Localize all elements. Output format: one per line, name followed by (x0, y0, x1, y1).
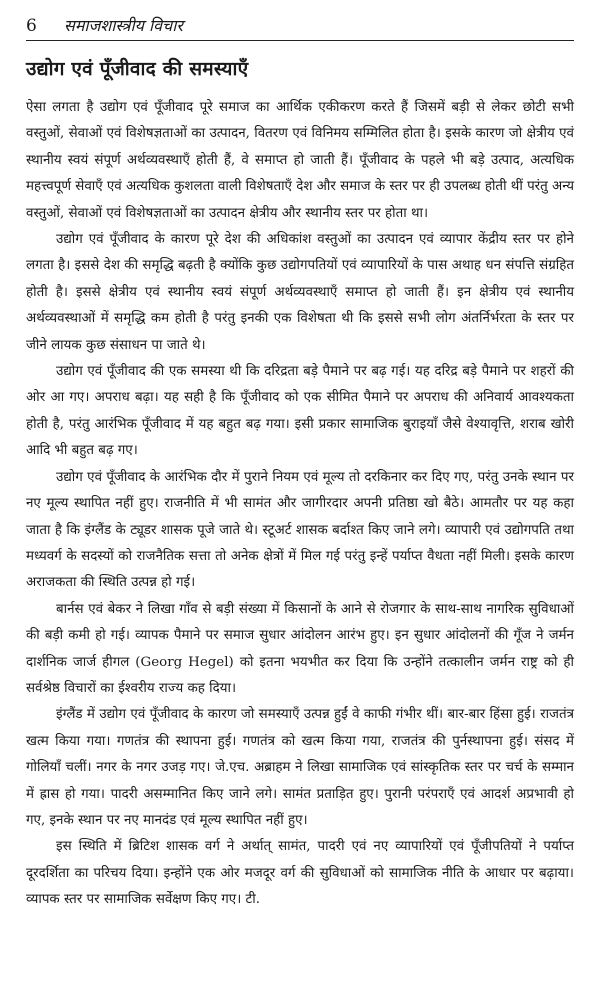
paragraph: उद्योग एवं पूँजीवाद के कारण पूरे देश की अधिकांश वस्तुओं का उत्पादन एवं व्यापार केंद्रीय स्तर पर होने लगता है। इससे देश की समृद्धि बढ़ती है क्योंकि कुछ उद्योगपतियों एवं व्यापारियों के पास अथाह धन संपत्ति संग्रहित होती है। इससे क्षेत्रीय एवं स्थानीय स्वयं संपूर्ण अर्थव्यवस्थाएँ समाप्त हो जाती हैं। इन क्षेत्रीय एवं स्थानीय अर्थव्यवस्थाओं में समृद्धि कम होती है परंतु इनकी एक विशेषता थी कि इससे सभी लोग अंतर्निर्भरता के स्तर पर जीने लायक कुछ संसाधन पा जाते थे। (26, 232, 574, 353)
paragraph: ऐसा लगता है उद्योग एवं पूँजीवाद पूरे समाज का आर्थिक एकीकरण करते हैं जिसमें बड़ी से लेकर छोटी सभी वस्तुओं, सेवाओं एवं विशेषज्ञताओं का उत्पादन, वितरण एवं विनिमय सम्मिलित होता है। इसके कारण जो क्षेत्रीय एवं स्थानीय स्वयं संपूर्ण अर्थव्यवस्थाएँ होती हैं, वे समाप्त हो जाती हैं। पूँजीवाद के पहले भी बड़े उत्पाद, अत्यधिक महत्त्वपूर्ण सेवाएँ एवं अत्यधिक कुशलता वाली विशेषताएँ देश और समाज के स्तर पर ही उपलब्ध होती थीं परंतु अन्य वस्तुओं, सेवाओं एवं विशेषज्ञताओं का उत्पादन क्षेत्रीय और स्थानीय स्तर पर होता था। (26, 100, 574, 221)
header-rule (26, 40, 574, 41)
section-heading: उद्योग एवं पूँजीवाद की समस्याएँ (26, 58, 249, 80)
paragraph: इंग्लैंड में उद्योग एवं पूँजीवाद के कारण जो समस्याएँ उत्पन्न हुईं वे काफी गंभीर थीं। बार-बार हिंसा हुई। राजतंत्र खत्म किया गया। गणतंत्र की स्थापना हुई। गणतंत्र को खत्म किया गया, राजतंत्र की पुर्नस्थापना हुई। संसद में गोलियाँ चलीं। नगर के नगर उजड़ गए। जे.एच. अब्राहम ने लिखा सामाजिक एवं सांस्कृतिक स्तर पर चर्च के सम्मान में ह्रास हो गया। पादरी असम्मानित किए जाने लगे। सामंत प्रताड़ित हुए। पुरानी परंपराएँ एवं आदर्श अप्रभावी हो गए, इनके स्थान पर नए मानदंड एवं मूल्य स्थापित नहीं हुए। (26, 707, 574, 828)
paragraph: उद्योग एवं पूँजीवाद की एक समस्या थी कि दरिद्रता बड़े पैमाने पर बढ़ गई। यह दरिद्र बड़े पैमाने पर शहरों की ओर आ गए। अपराध बढ़ा। यह सही है कि पूँजीवाद को एक सीमित पैमाने पर अपराध की अनिवार्य आवश्यकता होती है, परंतु आरंभिक पूँजीवाद में यह बहुत बढ़ गया। इसी प्रकार सामाजिक बुराइयाँ जैसे वेश्यावृत्ति, शराब खोरी आदि भी बहुत बढ़ गए। (26, 364, 574, 459)
paragraph: उद्योग एवं पूँजीवाद के आरंभिक दौर में पुराने नियम एवं मूल्य तो दरकिनार कर दिए गए, परंतु उनके स्थान पर नए मूल्य स्थापित नहीं हुए। राजनीति में भी सामंत और जागीरदार अपनी प्रतिष्ठा खो बैठे। आमतौर पर यह कहा जाता है कि इंग्लैंड के ट्यूडर शासक पूजे जाते थे। स्टूअर्ट शासक बर्दाश्त किए जाने लगे। व्यापारी एवं उद्योगपति तथा मध्यवर्ग के सदस्यों को राजनैतिक सत्ता तो अनेक क्षेत्रों में मिल गई परंतु इन्हें पर्याप्त वैधता नहीं मिली। इसके कारण अराजकता की स्थिति उत्पन्न हो गई। (26, 469, 574, 591)
body-text (26, 95, 574, 914)
paragraph: बार्नस एवं बेकर ने लिखा गाँव से बड़ी संख्या में किसानों के आने से रोजगार के साथ-साथ नागरिक सुविधाओं की बड़ी कमी हो गई। व्यापक पैमाने पर समाज सुधार आंदोलन आरंभ हुए। इन सुधार आंदोलनों की गूँज ने जर्मन दार्शनिक जार्ज हीगल (Georg Hegel) को इतना भयभीत कर दिया कि उन्होंने तत्कालीन जर्मन राष्ट्र को ही सर्वश्रेष्ठ विचारों का ईश्वरीय राज्य कह दिया। (26, 601, 574, 696)
page-number: 6 (26, 16, 37, 36)
running-header (26, 0, 574, 34)
running-title: समाजशास्त्रीय विचार (64, 16, 183, 35)
paragraph: इस स्थिति में ब्रिटिश शासक वर्ग ने अर्थात्‌ सामंत, पादरी एवं नए व्यापारियों एवं पूँजीपतियों ने पर्याप्त दूरदर्शिता का परिचय दिया। इन्होंने एक ओर मजदूर वर्ग की सुविधाओं को सामाजिक नीति के आधार पर बढ़ाया। व्यापक स्तर पर सामाजिक सर्वेक्षण किए गए। टी. (26, 839, 574, 908)
